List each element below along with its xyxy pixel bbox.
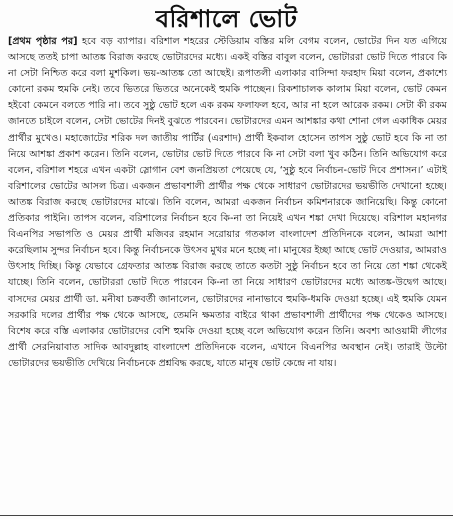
bottom-rule [0, 515, 453, 516]
article-paragraph [8, 34, 447, 372]
paragraph-text: ভোটারদের এমন আশঙ্কার কথা শোনা গেল একাধিক মেয়র প্রার্থীর মুখেও। মহাজোটের শরিক দল জাতীয় পার্টির (এরশাদ) প্রার্থী ইকবাল হোসেন তাপস সুষ্ঠু ভোট হবে কি না তা নিয়ে আশঙ্কা প্রকাশ করেন। তিনি বলেন, ভোটার ভোট দিতে পারবে কি না সেটা বলা খুব কঠিন। তিনি অভিযোগ করে বলেন, বরিশাল শহরে এখন একটা স্লোগান বেশ জনপ্রিয়তা পেয়েছে যে, ‘সুষ্ঠু হবে নির্বাচন-ভোট দিবে প্রশাসন।’ এটাই বরিশালের ভোটের আসল চিত্র। একজন প্রভাবশালী প্রার্থীর পক্ষ থেকে সাধারণ ভোটারদের ভয়ভীতি দেখানো হচ্ছে। আতঙ্ক বিরাজ করছে ভোটারদের মাঝে। তিনি বলেন, আমরা একজন নির্বাচন কমিশনারকে জানিয়েছি। কিন্তু কোনো প্রতিকার পাইনি। তাপস বলেন, বরিশালের নির্বাচন হবে কি-না তা নিয়েই এখন শঙ্কা দেখা দিয়েছে। বরিশাল মহানগর বিএনপির সভাপতি ও মেয়র প্রার্থী মজিবর রহমান সরোয়ার গতকাল বাংলাদেশ প্রতিদিনকে বলেন, আমরা আশা করেছিলাম সুন্দর নির্বাচন হবে। কিন্তু নির্বাচনকে উৎসব মুখর মনে হচ্ছে না। মানুষের ইচ্ছা আছে ভোট দেওয়ার, আমরাও উৎসাহ দিচ্ছি। কিন্তু যেভাবে গ্রেফতার আতঙ্ক বিরাজ করছে তাতে কতটা সুষ্ঠু নির্বাচন হবে তা নিয়ে তো শঙ্কা থেকেই যাচ্ছে। তিনি বলেন, ভোটাররা ভোট দিতে পারবেন কি-না তা নিয়ে সাধারণ ভোটারদের মধ্যে আতঙ্ক-উদ্বেগ আছে। বাসদের মেয়র প্রার্থী ডা. মনীষা চক্রবর্তী জানালেন, ভোটারদের নানাভাবে হুমকি-ধমকি দেওয়া হচ্ছে। এই হুমকি যেমন সরকারি দলের প্রার্থীর পক্ষ থেকে আসছে, তেমনি ক্ষমতার বাইরে থাকা প্রভাবশালী প্রার্থীদের পক্ষ থেকেও আসছে। বিশেষ করে বস্তি এলাকার ভোটারদের বেশি হুমকি দেওয়া হচ্ছে বলে অভিযোগ করেন তিনি। অবশ্য আওয়ামী লীগের প্রার্থী সেরনিয়াবাত সাদিক আবদুল্লাহ বাংলাদেশ প্রতিদিনকে বলেন, এখানে বিএনপির অবস্থান নেই। তারাই উল্টো ভোটারদের ভয়ভীতি দেখিয়ে নির্বাচনকে প্রশ্নবিদ্ধ করছে, যাতে মানুষ ভোট কেন্দ্রে না যায়। [8, 116, 448, 369]
paragraph-text: হবে বড় ব্যাপার। বরিশাল শহরের স্টেডিয়াম বস্তির মলি বেগম বলেন, ভোটের দিন যত এগিয়ে আসছে ততই চাপা আতঙ্ক বিরাজ করছে ভোটারদের মধ্যে। একই বস্তির বাবুল বলেন, ভোটাররা ভোট দিতে পারবে কি না সেটা নিশ্চিত করে বলা মুশকিল। ভয়-আতঙ্ক তো আছেই। রূপাতলী এলাকার বাসিন্দা ফরহাদ মিয়া বলেন, প্রকাশ্যে কোনো রকম হুমকি নেই। তবে ভিতরে ভিতরে অনেকেই হুমকি পাচ্ছেন। রিকশাচালক কালাম মিয়া বলেন, ভোট কেমন হইবো কেমনে বলতে পারি না। তবে সুষ্ঠু ভোট হলে এক রকম ফলাফল হবে, আর না হলে আরেক রকম। সেটা কী রকম জানতে চাইলে বলেন, সেটা ভোটের দিনই বুঝতে পারবেন। [8, 36, 448, 128]
headline: বরিশালে ভোট [155, 4, 298, 33]
article-body [0, 34, 453, 372]
continued-label: [প্রথম পৃষ্ঠার পর] [8, 36, 78, 47]
